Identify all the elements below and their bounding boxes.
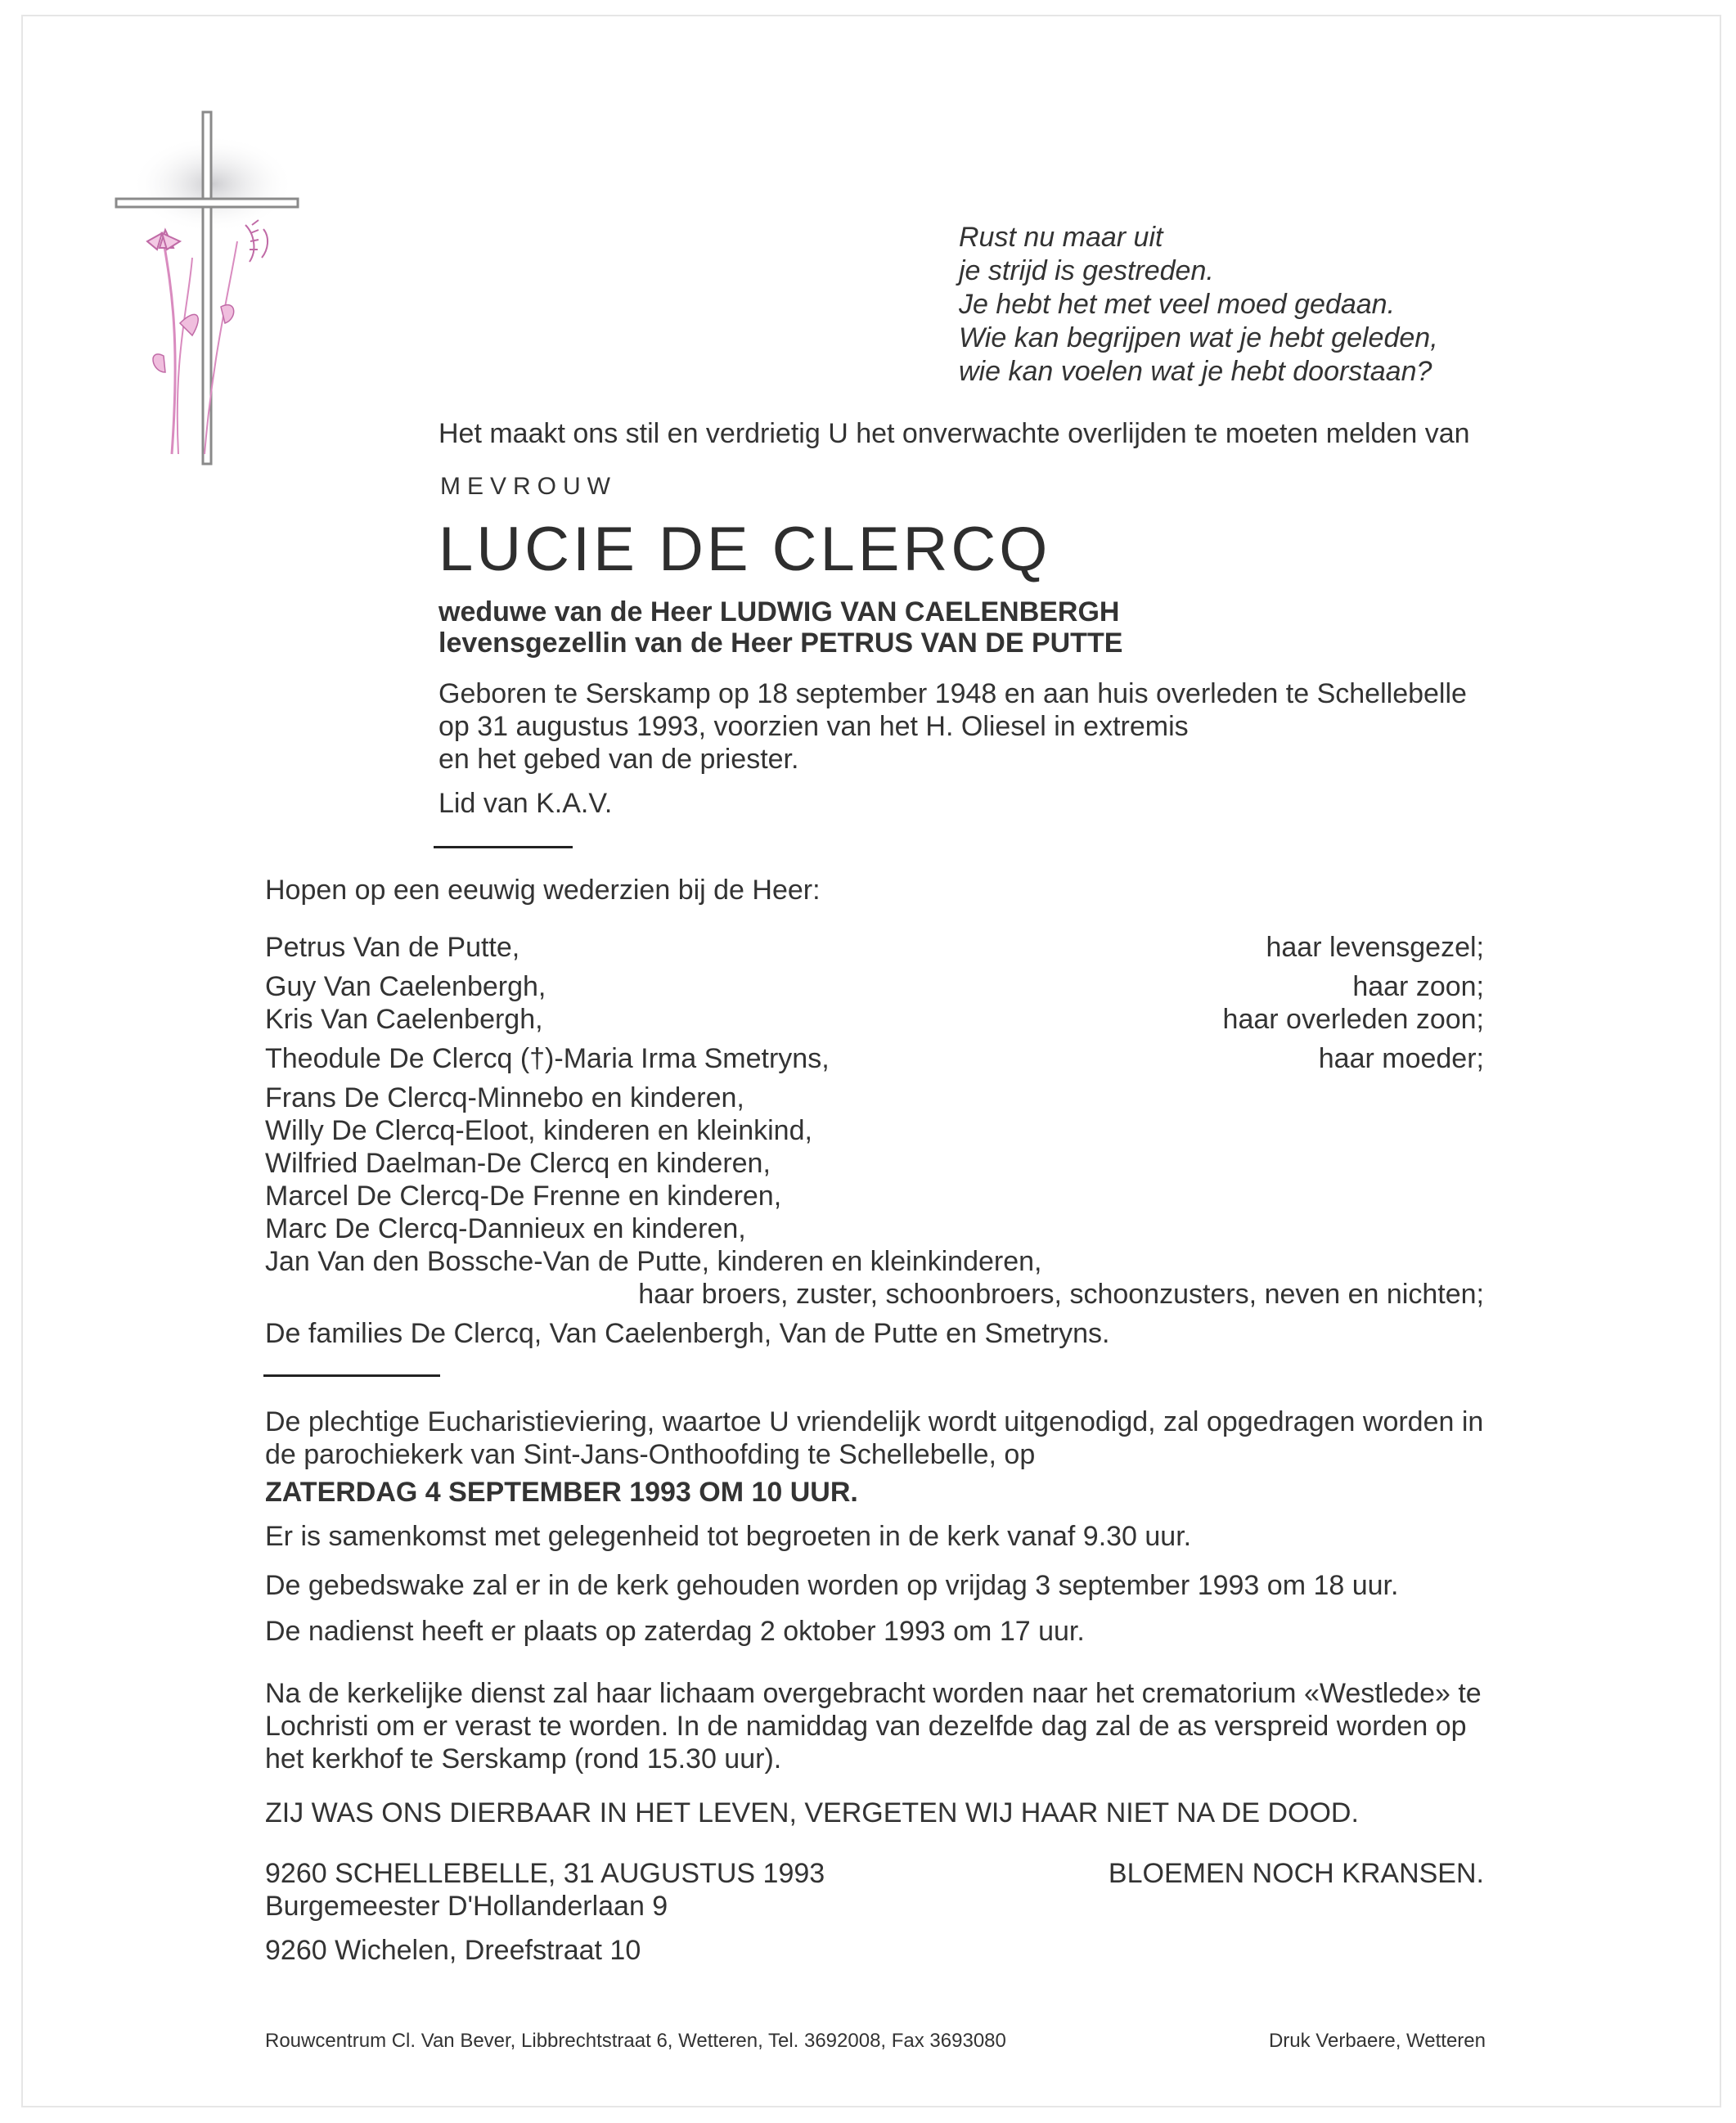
deceased-name: LUCIE DE CLERCQ — [438, 515, 1051, 584]
poem — [959, 221, 1438, 389]
poem-line: Rust nu maar uit — [959, 222, 1163, 253]
mourner-row — [265, 1003, 1484, 1036]
title-mevrouw: MEVROUW — [440, 473, 617, 500]
motto: ZIJ WAS ONS DIERBAAR IN HET LEVEN, VERGETEN WIJ HAAR NIET NA DE DOOD. — [265, 1797, 1359, 1828]
no-flowers: BLOEMEN NOCH KRANSEN. — [1108, 1858, 1484, 1889]
sibling-line: Frans De Clercq-Minnebo en kinderen, — [265, 1082, 744, 1113]
mourner-name: Kris Van Caelenbergh, — [265, 1004, 543, 1035]
cremation-line: Na de kerkelijke dienst zal haar lichaam overgebracht worden naar het crematorium «Westlede» te — [265, 1678, 1482, 1709]
address-line: Burgemeester D'Hollanderlaan 9 — [265, 1891, 668, 1922]
sibling-line: Wilfried Daelman-De Clercq en kinderen, — [265, 1148, 771, 1179]
mourner-relation: haar levensgezel; — [1266, 932, 1484, 963]
address-line: 9260 Wichelen, Dreefstraat 10 — [265, 1935, 641, 1966]
mourner-name: Guy Van Caelenbergh, — [265, 971, 546, 1002]
mourner-row — [265, 970, 1484, 1003]
poem-line: je strijd is gestreden. — [959, 255, 1214, 286]
divider — [434, 846, 573, 848]
membership: Lid van K.A.V. — [438, 788, 613, 819]
cremation-line: Lochristi om er verast te worden. In de namiddag van dezelfde dag zal de as verspreid worden op — [265, 1711, 1467, 1742]
relation-widow: weduwe van de Heer LUDWIG VAN CAELENBERGH — [438, 596, 1120, 627]
announcement: Het maakt ons stil en verdrietig U het onverwachte overlijden te moeten melden van — [438, 418, 1470, 449]
divider — [263, 1374, 440, 1377]
after-service: De nadienst heeft er plaats op zaterdag 2 oktober 1993 om 17 uur. — [265, 1616, 1085, 1647]
families: De families De Clercq, Van Caelenbergh, Van de Putte en Smetryns. — [265, 1318, 1110, 1349]
sibling-line: Jan Van den Bossche-Van de Putte, kinderen en kleinkinderen, — [265, 1246, 1042, 1277]
mourner-relation: haar moeder; — [1318, 1043, 1484, 1074]
sibling-line: Willy De Clercq-Eloot, kinderen en kleinkind, — [265, 1115, 812, 1146]
poem-line: wie kan voelen wat je hebt doorstaan? — [959, 356, 1432, 387]
cremation-line: het kerkhof te Serskamp (rond 15.30 uur). — [265, 1743, 782, 1774]
footer-printer: Druk Verbaere, Wetteren — [1268, 2030, 1486, 2052]
service-line: de parochiekerk van Sint-Jans-Onthoofding te Schellebelle, op — [265, 1439, 1036, 1470]
poem-line: Wie kan begrijpen wat je hebt geleden, — [959, 322, 1438, 353]
siblings-relation: haar broers, zuster, schoonbroers, schoonzusters, neven en nichten; — [638, 1279, 1484, 1310]
vigil: De gebedswake zal er in de kerk gehouden worden op vrijdag 3 september 1993 om 18 uur. — [265, 1570, 1399, 1601]
birth-death-line: en het gebed van de priester. — [438, 744, 799, 775]
service-line: De plechtige Eucharistieviering, waartoe U vriendelijk wordt uitgenodigd, zal opgedragen worden in — [265, 1406, 1484, 1437]
cross-lily-icon — [115, 110, 303, 470]
mourner-name: Theodule De Clercq (†)-Maria Irma Smetryns, — [265, 1043, 830, 1074]
mourner-relation: haar zoon; — [1352, 971, 1484, 1002]
place-date: 9260 SCHELLEBELLE, 31 AUGUSTUS 1993 — [265, 1858, 825, 1889]
siblings-relation-row — [265, 1278, 1484, 1311]
gathering: Er is samenkomst met gelegenheid tot begroeten in de kerk vanaf 9.30 uur. — [265, 1521, 1192, 1552]
footer-funeral-home: Rouwcentrum Cl. Van Bever, Libbrechtstraat 6, Wetteren, Tel. 3692008, Fax 3693080 — [265, 2030, 1006, 2052]
birth-death-line: op 31 augustus 1993, voorzien van het H. Oliesel in extremis — [438, 711, 1189, 742]
birth-death-line: Geboren te Serskamp op 18 september 1948 en aan huis overleden te Schellebelle — [438, 678, 1467, 709]
mourner-row — [265, 1042, 1484, 1075]
mourner-row — [265, 931, 1484, 964]
sibling-line: Marcel De Clercq-De Frenne en kinderen, — [265, 1181, 782, 1212]
mourner-relation: haar overleden zoon; — [1222, 1004, 1484, 1035]
reunion-intro: Hopen op een eeuwig wederzien bij de Heer: — [265, 875, 821, 906]
poem-line: Je hebt het met veel moed gedaan. — [959, 289, 1396, 320]
sibling-line: Marc De Clercq-Dannieux en kinderen, — [265, 1213, 746, 1244]
place-date-row — [265, 1857, 1484, 1890]
mourner-name: Petrus Van de Putte, — [265, 932, 520, 963]
relation-partner: levensgezellin van de Heer PETRUS VAN DE PUTTE — [438, 627, 1123, 659]
service-date: ZATERDAG 4 SEPTEMBER 1993 OM 10 UUR. — [265, 1477, 858, 1508]
